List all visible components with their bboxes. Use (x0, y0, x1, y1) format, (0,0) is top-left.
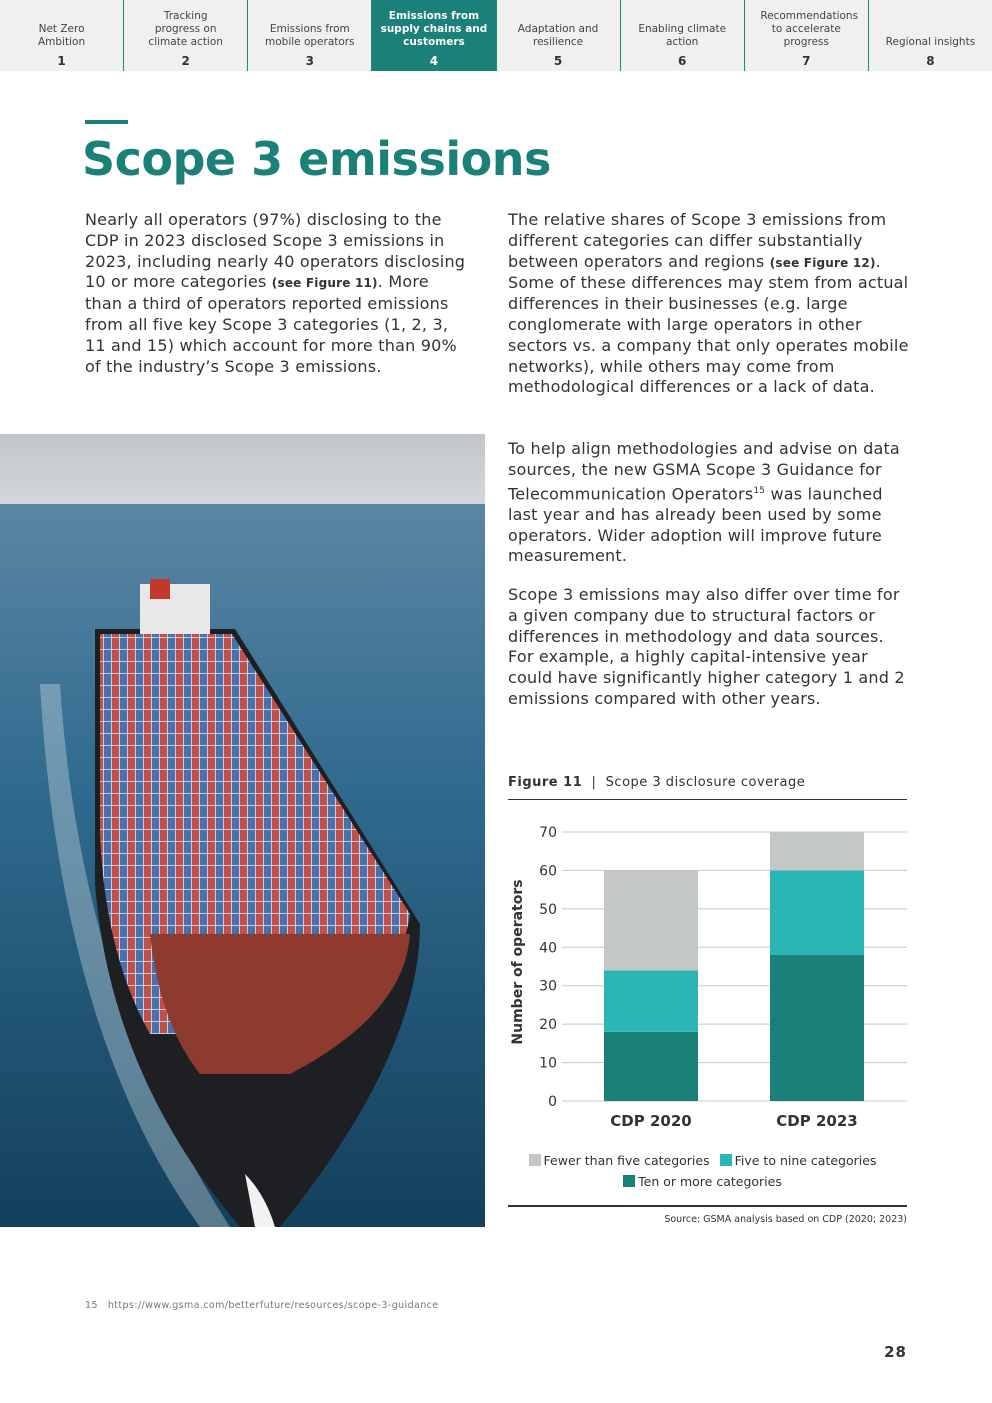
figure-caption: Figure 11 | Scope 3 disclosure coverage (508, 775, 806, 790)
bar-segment (604, 1032, 698, 1101)
nav-tab-label: Tracking progress on climate action (148, 10, 223, 48)
legend-item (720, 1153, 877, 1168)
page-number: 28 (884, 1343, 907, 1361)
nav-tab-8[interactable] (868, 0, 992, 71)
footnote: 15 https://www.gsma.com/betterfuture/resources/scope-3-guidance (85, 1300, 439, 1311)
nav-tab-number: 1 (57, 54, 66, 68)
x-tick-label: CDP 2020 (610, 1112, 692, 1130)
legend-swatch (529, 1154, 541, 1166)
nav-tab-6[interactable] (620, 0, 744, 71)
nav-tab-label: Regional insights (885, 36, 976, 48)
chart-legend (508, 1150, 907, 1192)
nav-tab-3[interactable] (247, 0, 371, 71)
legend-label: Five to nine categories (734, 1153, 877, 1168)
x-tick-label: CDP 2023 (776, 1112, 858, 1130)
legend-item (623, 1174, 782, 1189)
nav-tab-7[interactable] (744, 0, 868, 71)
y-tick-label: 50 (539, 901, 557, 918)
stacked-bar-chart (505, 820, 915, 1140)
nav-tab-label: Recommendations to accelerate progress (760, 10, 859, 48)
bar-segment (770, 832, 864, 870)
y-tick-label: 10 (539, 1055, 557, 1072)
nav-tab-number: 4 (429, 54, 439, 68)
figure-top-rule (508, 799, 907, 800)
figure-source: Source: GSMA analysis based on CDP (2020; 2023) (664, 1214, 907, 1225)
nav-tab-5[interactable] (496, 0, 620, 71)
legend-swatch (623, 1175, 635, 1187)
nav-tab-label: Net Zero Ambition (38, 23, 86, 48)
y-tick-label: 60 (539, 863, 557, 880)
legend-label: Ten or more categories (638, 1174, 782, 1189)
nav-tab-2[interactable] (123, 0, 247, 71)
y-tick-label: 0 (548, 1094, 557, 1110)
nav-tab-number: 5 (553, 54, 563, 68)
intro-paragraph: Nearly all operators (97%) disclosing to the CDP in 2023 disclosed Scope 3 emissions in 2023, including nearly 40 operators disclosing 10 or more categories (see Figure 11). More than a third of operators reported emissions from all five key Scope 3 categories (1, 2, 3, 11 and 15) which account for more than 90% of the industry’s Scope 3 emissions. (85, 210, 466, 376)
nav-tab-number: 8 (926, 54, 935, 68)
y-axis-label: Number of operators (510, 879, 526, 1045)
bar-segment (770, 955, 864, 1101)
nav-tab-number: 7 (802, 54, 811, 68)
legend-label: Fewer than five categories (543, 1153, 710, 1168)
bar-segment (604, 870, 698, 970)
bar-segment (770, 870, 864, 955)
container-ship-photo (0, 434, 485, 1227)
page-title: Scope 3 emissions (82, 132, 551, 186)
body-paragraph-2: To help align methodologies and advise on data sources, the new GSMA Scope 3 Guidance for Telecommunication Operators$^{15}$ was launched last year and has already been used by some operators. Wider adoption will improve future measurement. (508, 439, 900, 566)
body-paragraph-1: The relative shares of Scope 3 emissions from different categories can differ substantially between operators and regions (see Figure 12). Some of these differences may stem from actual differences in their businesses (e.g. large conglomerate with large operators in other sectors vs. a company that only operates mobile networks), while others may come from methodological differences or a lack of data. (508, 210, 909, 397)
title-accent-rule (85, 120, 128, 124)
nav-tab-4[interactable] (371, 0, 495, 71)
y-tick-label: 20 (539, 1017, 557, 1034)
body-paragraph-3: Scope 3 emissions may also differ over time for a given company due to structural factors or differences in methodology and data sources. For example, a highly capital-intensive year could have significantly higher category 1 and 2 emissions compared with other years. (508, 585, 905, 708)
y-tick-label: 30 (539, 978, 557, 995)
y-tick-label: 70 (539, 825, 557, 841)
legend-item (529, 1153, 710, 1168)
chapter-nav (0, 0, 992, 71)
nav-tab-label: Adaptation and resilience (517, 23, 599, 48)
legend-swatch (720, 1154, 732, 1166)
nav-tab-number: 2 (181, 54, 190, 68)
nav-tab-1[interactable] (0, 0, 123, 71)
figure-bottom-rule (508, 1205, 907, 1207)
nav-tab-number: 6 (678, 54, 687, 68)
bar-segment (604, 970, 698, 1031)
y-tick-label: 40 (539, 940, 557, 957)
nav-tab-label: Emissions from supply chains and customers (380, 10, 488, 48)
footnote-link[interactable]: https://www.gsma.com/betterfuture/resources/scope-3-guidance (107, 1300, 439, 1311)
nav-tab-label: Enabling climate action (638, 23, 727, 48)
nav-tab-label: Emissions from mobile operators (265, 23, 355, 48)
nav-tab-number: 3 (305, 54, 314, 68)
